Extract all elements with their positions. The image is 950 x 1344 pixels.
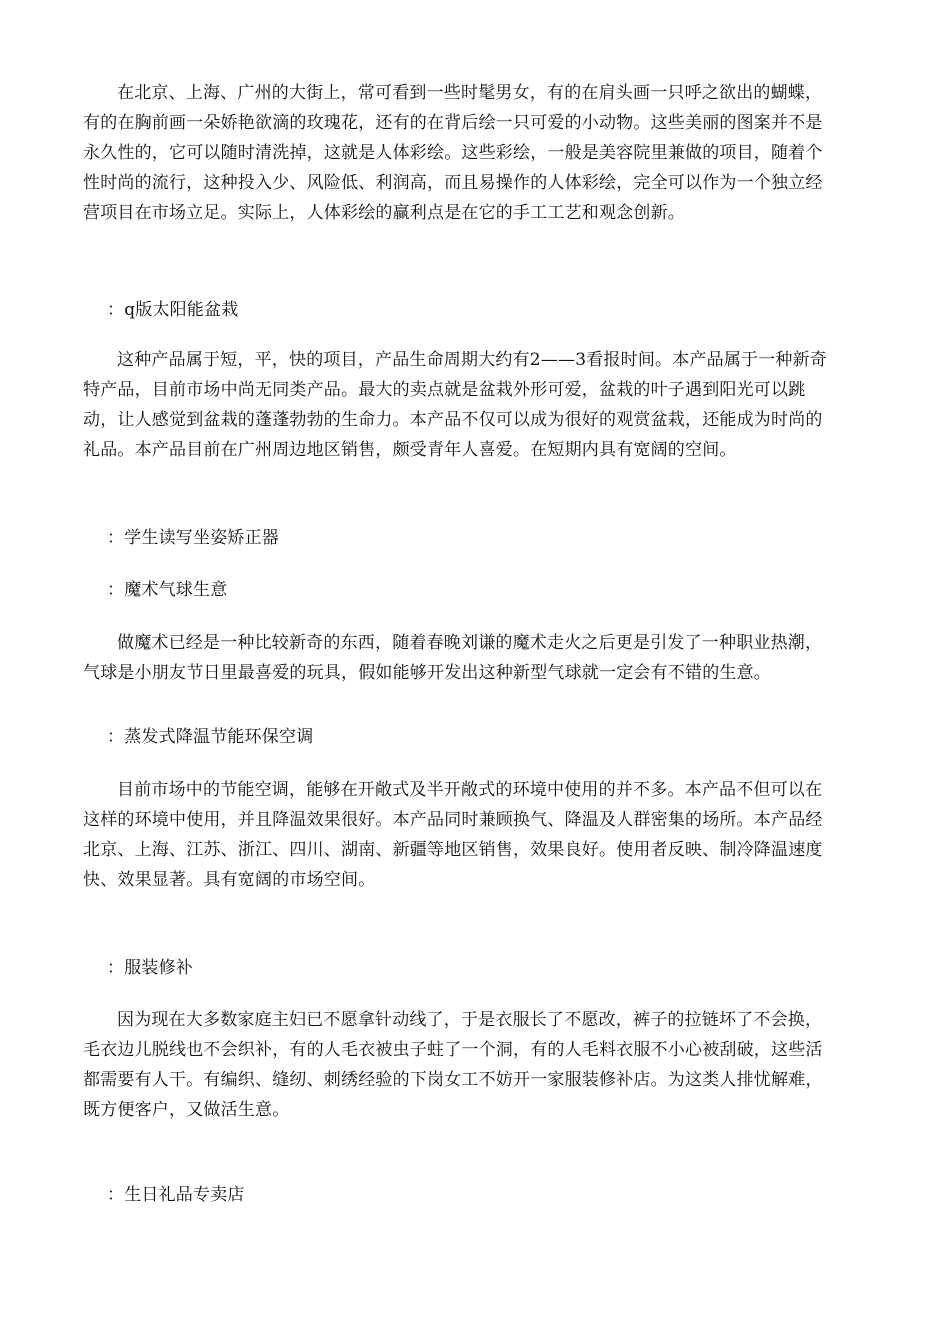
- paragraph-line: 因为现在大多数家庭主妇已不愿拿针动线了，于是衣服长了不愿改，裤子的拉链坏了不会换，: [117, 1010, 823, 1030]
- paragraph-line: 动，让人感觉到盆栽的蓬蓬勃勃的生命力。本产品不仅可以成为很好的观赏盆栽，还能成为时尚的: [83, 410, 823, 430]
- paragraph-line: 有的在胸前画一朵娇艳欲滴的玫瑰花，还有的在背后绘一只可爱的小动物。这些美丽的图案并不是: [83, 113, 823, 133]
- heading-birthday-gift-shop: ：生日礼品专卖店: [107, 1185, 245, 1205]
- paragraph-clothing-repair: [83, 1005, 873, 1125]
- paragraph-line: 这样的环境中使用，并且降温效果很好。本产品同时兼顾换气、降温及人群密集的场所。本产品经: [83, 810, 823, 830]
- paragraph-line: 北京、上海、江苏、浙江、四川、湖南、新疆等地区销售，效果良好。使用者反映、制冷降温速度: [83, 840, 823, 860]
- paragraph-line: 在北京、上海、广州的大街上，常可看到一些时髦男女，有的在肩头画一只呼之欲出的蝴蝶，: [117, 83, 823, 103]
- paragraph-line: 气球是小朋友节日里最喜爱的玩具，假如能够开发出这种新型气球就一定会有不错的生意。: [83, 663, 771, 683]
- paragraph-evaporative-ac: [83, 775, 873, 895]
- heading-clothing-repair: ：服装修补: [107, 958, 193, 978]
- paragraph-magic-balloon: [83, 628, 873, 688]
- heading-solar-bonsai: ：q版太阳能盆栽: [107, 300, 239, 320]
- heading-posture-corrector: ：学生读写坐姿矫正器: [107, 528, 279, 548]
- heading-magic-balloon: ：魔术气球生意: [107, 580, 228, 600]
- paragraph-line: 都需要有人干。有编织、缝纫、刺绣经验的下岗女工不妨开一家服装修补店。为这类人排忧解难，: [83, 1070, 823, 1090]
- paragraph-body-painting: [83, 78, 873, 228]
- heading-evaporative-ac: ：蒸发式降温节能环保空调: [107, 727, 314, 747]
- paragraph-line: 毛衣边儿脱线也不会织补，有的人毛衣被虫子蛀了一个洞，有的人毛料衣服不小心被刮破，这些活: [83, 1040, 823, 1060]
- paragraph-solar-bonsai: [83, 345, 873, 465]
- paragraph-line: 这种产品属于短，平，快的项目，产品生命周期大约有2——3看报时间。本产品属于一种新奇: [117, 350, 828, 370]
- paragraph-line: 永久性的，它可以随时清洗掉，这就是人体彩绘。这些彩绘，一般是美容院里兼做的项目，随着个: [83, 143, 823, 163]
- paragraph-line: 营项目在市场立足。实际上，人体彩绘的赢利点是在它的手工工艺和观念创新。: [83, 203, 685, 223]
- paragraph-line: 做魔术已经是一种比较新奇的东西，随着春晚刘谦的魔术走火之后更是引发了一种职业热潮，: [117, 633, 823, 653]
- paragraph-line: 特产品，目前市场中尚无同类产品。最大的卖点就是盆栽外形可爱，盆栽的叶子遇到阳光可以跳: [83, 380, 806, 400]
- paragraph-line: 目前市场中的节能空调，能够在开敞式及半开敞式的环境中使用的并不多。本产品不但可以在: [117, 780, 823, 800]
- paragraph-line: 快、效果显著。具有宽阔的市场空间。: [83, 870, 376, 890]
- paragraph-line: 性时尚的流行，这种投入少、风险低、利润高，而且易操作的人体彩绘，完全可以作为一个独立经: [83, 173, 823, 193]
- paragraph-line: 礼品。本产品目前在广州周边地区销售，颇受青年人喜爱。在短期内具有宽阔的空间。: [83, 440, 737, 460]
- paragraph-line: 既方便客户，又做活生意。: [83, 1100, 290, 1120]
